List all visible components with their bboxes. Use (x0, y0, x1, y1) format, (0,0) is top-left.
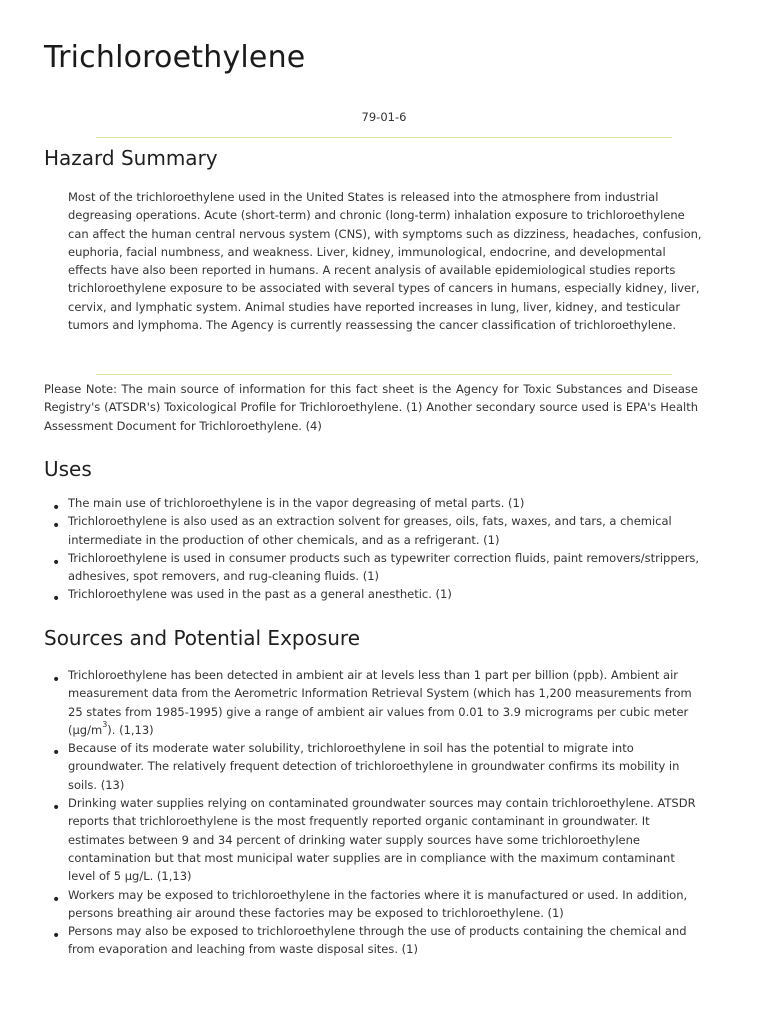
list-item-text: Persons may also be exposed to trichloroethylene through the use of products containing the chemical and from evaporation and leaching from waste disposal sites. (1) (68, 924, 687, 957)
list-item-text: Trichloroethylene has been detected in ambient air at levels less than 1 part per billion (ppb). Ambient air measurement data from the Aerometric Information Retrieval System (which has 1,200 measurements from 25 states from 1985-1995) give a range of ambient air values from 0.01 to 3.9 micrograms per cubic meter (µg/m (68, 668, 692, 737)
list-item (44, 794, 704, 885)
bullet-icon: • (52, 554, 61, 571)
bullet-icon: • (52, 928, 61, 945)
source-note: Please Note: The main source of information for this fact sheet is the Agency for Toxic Substances and Disease Registry's (ATSDR's) Toxicological Profile for Trichloroethylene. (1) Another secondary source used is EPA's Health Assessment Document for Trichloroethylene. (4) (44, 382, 698, 433)
superscript: 3 (102, 719, 108, 729)
list-item-text: Workers may be exposed to trichloroethylene in the factories where it is manufactured or used. In addition, persons breathing air around these factories may be exposed to trichloroethylene. (1) (68, 887, 688, 920)
bullet-icon: • (52, 800, 61, 817)
list-item-text: Trichloroethylene was used in the past as a general anesthetic. (1) (68, 587, 452, 602)
list-item (44, 922, 704, 959)
page-title: Trichloroethylene (44, 40, 306, 75)
list-item (44, 739, 704, 794)
uses-heading: Uses (44, 457, 92, 481)
list-item (44, 512, 704, 549)
hazard-summary-heading: Hazard Summary (44, 146, 218, 170)
divider (96, 374, 672, 375)
bullet-icon: • (52, 672, 61, 688)
sources-heading: Sources and Potential Exposure (44, 626, 361, 650)
list-item (44, 494, 704, 516)
bullet-icon: • (52, 518, 61, 535)
cas-number: 79-01-6 (361, 110, 407, 124)
list-item-text: Because of its moderate water solubility, trichloroethylene in soil has the potential to migrate into groundwater. The relatively frequent detection of trichloroethylene in groundwater confirms its mobility in soils. (13) (68, 741, 680, 792)
list-item-text: Trichloroethylene is used in consumer products such as typewriter correction fluids, paint removers/strippers, adhesives, spot removers, and rug-cleaning fluids. (1) (68, 550, 700, 584)
bullet-icon: • (52, 745, 61, 762)
list-item (44, 666, 704, 739)
list-item-text: Trichloroethylene is also used as an extraction solvent for greases, oils, fats, waxes, and tars, a chemical intermediate in the production of other chemicals, and as a refrigerant. (1) (68, 514, 672, 547)
bullet-icon: • (52, 891, 61, 908)
bullet-icon: • (52, 500, 61, 516)
sources-list (44, 666, 704, 959)
list-item (44, 549, 704, 586)
list-item-text: ). (1,13) (107, 722, 154, 737)
uses-list (44, 494, 704, 608)
divider (96, 137, 672, 138)
list-item (44, 585, 704, 608)
list-item-text: Drinking water supplies relying on contaminated groundwater sources may contain trichloroethylene. ATSDR reports that trichloroethylene is the most frequently reported organic contaminant in groundwater. It estimates between 9 and 34 percent of drinking water supply sources have some trichloroethylene contamination but that most municipal water supplies are in compliance with the maximum contaminant level of 5 µg/L. (1,13) (68, 796, 696, 884)
list-item-text: The main use of trichloroethylene is in the vapor degreasing of metal parts. (1) (68, 496, 525, 510)
list-item (44, 886, 704, 923)
hazard-summary-text: Most of the trichloroethylene used in the United States is released into the atmosphere from industrial degreasing operations. Acute (short-term) and chronic (long-term) inhalation exposure to trichloroethylene can affect the human central nervous system (CNS), with symptoms such as dizziness, headaches, confusion, euphoria, facial numbness, and weakness. Liver, kidney, immunological, endocrine, and developmental effects have also been reported in humans. A recent analysis of available epidemiological studies reports trichloroethylene exposure to be associated with several types of cancers in humans, especially kidney, liver, cervix, and lymphatic system. Animal studies have reported increases in lung, liver, kidney, and testicular tumors and lymphoma. The Agency is currently reassessing the cancer classification of trichloroethylene. (68, 190, 702, 333)
bullet-icon: • (52, 591, 61, 608)
